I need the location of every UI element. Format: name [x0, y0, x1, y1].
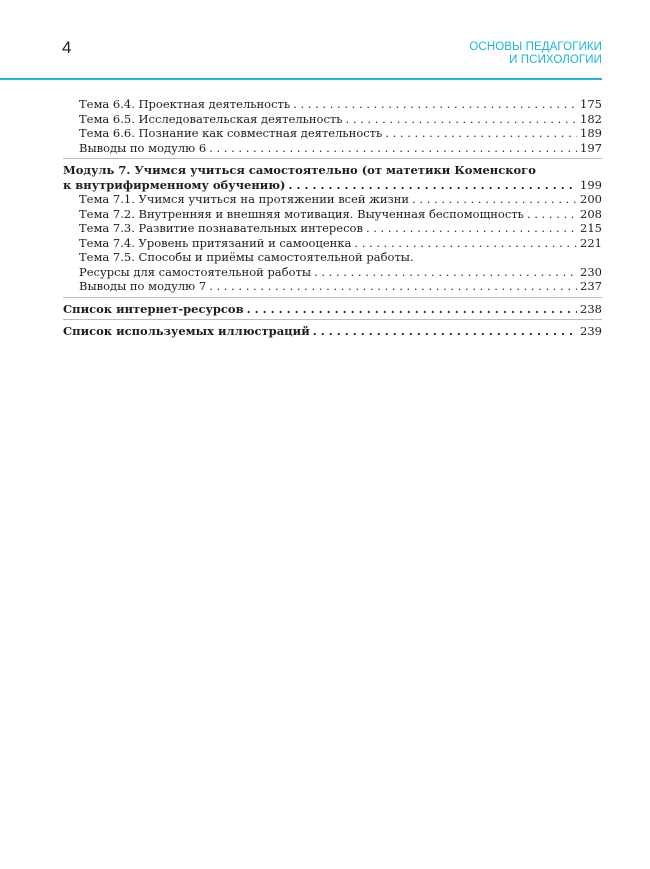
toc-entry-page: 199	[580, 177, 602, 192]
running-head-line1: ОСНОВЫ ПЕДАГОГИКИ	[469, 41, 602, 53]
toc-entry-page: 175	[580, 97, 602, 111]
running-head	[469, 41, 602, 67]
dot-leader	[209, 279, 577, 294]
toc-entry-topic-7-5[interactable]	[63, 265, 602, 280]
dot-leader	[209, 141, 577, 156]
toc-entry-title: Тема 7.2. Внутренняя и внешняя мотивация. Выученная беспомощность	[79, 206, 524, 221]
toc-entry-topic-7-1[interactable]	[63, 192, 602, 207]
toc-entry-page: 238	[580, 301, 602, 316]
toc-topic-7-5-line1[interactable]: Тема 7.5. Способы и приёмы самостоятельной работы.	[79, 250, 414, 264]
dot-leader	[247, 302, 577, 317]
toc-entry-topic-7-4[interactable]	[63, 236, 602, 251]
toc-module-7-line1[interactable]: Модуль 7. Учимся учиться самостоятельно (от матетики Коменского	[63, 163, 536, 177]
dot-leader	[293, 97, 577, 112]
toc-entry-title: Тема 6.6. Познание как совместная деятельность	[79, 126, 383, 140]
running-head-line2: И ПСИХОЛОГИИ	[509, 54, 602, 66]
toc-entry-title: Выводы по модулю 6	[79, 140, 207, 155]
table-of-contents	[63, 97, 602, 339]
toc-entry-page: 215	[580, 221, 602, 235]
toc-entry-title: Список используемых иллюстраций	[63, 324, 310, 338]
toc-entry-title: Список интернет-ресурсов	[63, 301, 244, 316]
toc-entry-title: Тема 7.3. Развитие познавательных интересов	[79, 221, 363, 235]
toc-entry-page: 221	[580, 235, 602, 250]
toc-entry-topic-6-5[interactable]	[63, 112, 602, 127]
toc-entry-page: 182	[580, 111, 602, 126]
toc-entry-illustrations[interactable]	[63, 324, 602, 339]
divider	[63, 297, 602, 298]
toc-entry-page: 230	[580, 264, 602, 279]
toc-entry-title: к внутрифирменному обучению)	[63, 177, 286, 192]
dot-leader	[346, 112, 578, 127]
dot-leader	[412, 192, 577, 207]
toc-entry-page: 200	[580, 192, 602, 206]
page-number: 4	[62, 38, 72, 57]
dot-leader	[313, 324, 577, 339]
dot-leader	[366, 221, 577, 236]
toc-entry-title: Тема 7.1. Учимся учиться на протяжении всей жизни	[79, 192, 410, 206]
dot-leader	[385, 126, 577, 141]
toc-entry-module-7[interactable]	[63, 178, 602, 193]
toc-entry-page: 239	[580, 324, 602, 338]
toc-entry-page: 197	[580, 140, 602, 155]
toc-entry-topic-7-3[interactable]	[63, 221, 602, 236]
divider	[63, 158, 602, 159]
toc-entry-topic-6-6[interactable]	[63, 126, 602, 141]
toc-entry-conclusions-6[interactable]	[63, 141, 602, 156]
toc-entry-internet-resources[interactable]	[63, 302, 602, 317]
toc-entry-conclusions-7[interactable]	[63, 279, 602, 294]
toc-entry-topic-6-4[interactable]	[63, 97, 602, 112]
dot-leader	[314, 265, 577, 280]
toc-entry-title: Тема 6.5. Исследовательская деятельность	[79, 111, 343, 126]
divider	[63, 319, 602, 320]
toc-entry-title: Тема 7.4. Уровень притязаний и самооценка	[79, 235, 352, 250]
toc-entry-title: Тема 6.4. Проектная деятельность	[79, 97, 291, 111]
dot-leader	[289, 178, 578, 193]
toc-entry-page: 237	[580, 279, 602, 293]
toc-entry-title: Ресурсы для самостоятельной работы	[79, 264, 312, 279]
dot-leader	[354, 236, 577, 251]
toc-entry-title: Выводы по модулю 7	[79, 279, 207, 293]
toc-entry-page: 189	[580, 126, 602, 140]
toc-entry-topic-7-2[interactable]	[63, 207, 602, 222]
header-rule	[0, 78, 602, 80]
dot-leader	[527, 207, 577, 222]
toc-entry-page: 208	[580, 206, 602, 221]
